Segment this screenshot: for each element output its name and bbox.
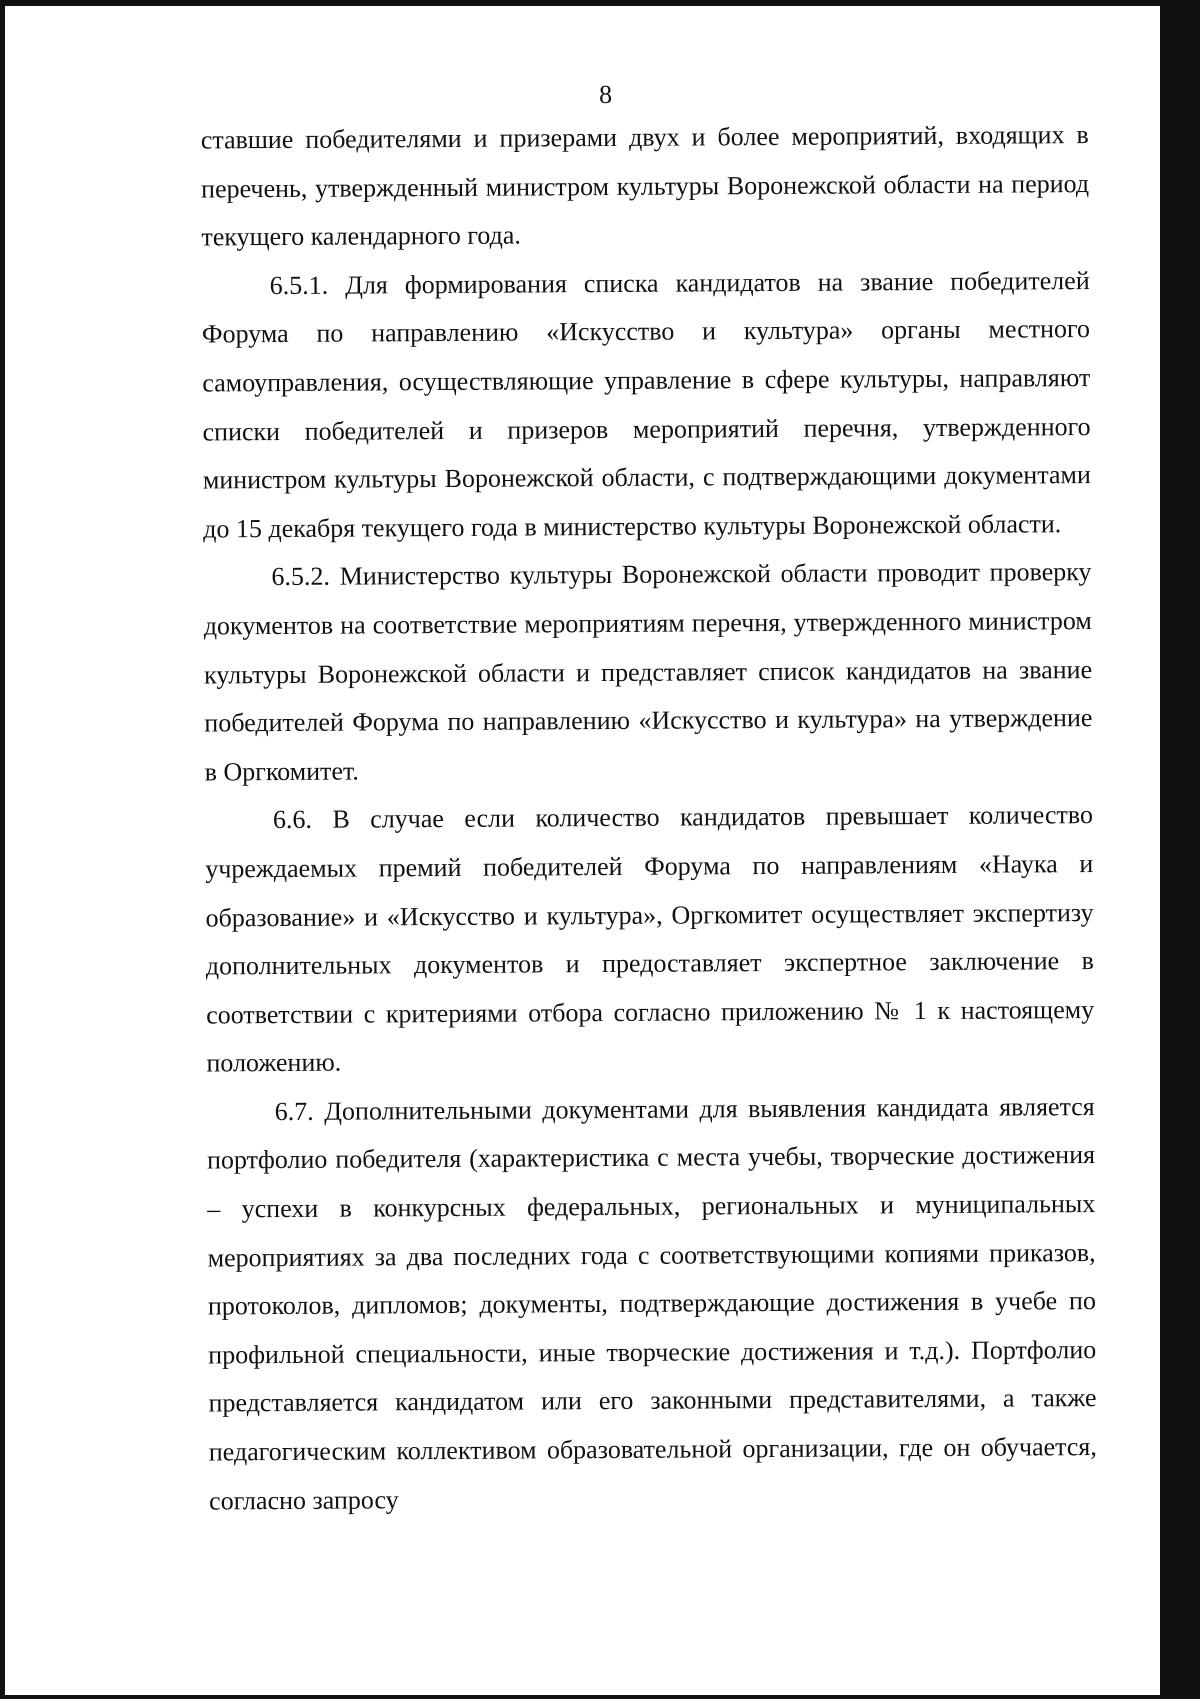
document-body [201, 111, 1098, 1526]
paragraph-continuation: ставшие победителями и призерами двух и более мероприятий, входящих в перечень, утвержденный министром культуры Воронежской области на период текущего календарного года. [200, 120, 1090, 252]
page-number: 8 [598, 79, 613, 110]
paragraph-6-6: 6.6. В случае если количество кандидатов превышает количество учреждаемых премий победителей Форума по направлениям «Наука и образование» и «Искусство и культура», Оргкомитет осуществляет экспертизу дополнительных документов и предоставляет экспертное заключение в соответствии с критериями отбора согласно приложению № 1 к настоящему положению. [205, 800, 1095, 1078]
paragraph-6-7: 6.7. Дополнительными документами для выявления кандидата является портфолио победителя (характеристика с места учебы, творческие достижения – успехи в конкурсных федеральных, региональных и муниципальных мероприятиях за два последних года с соответствующими копиями приказов, протоколов, дипломов; документы, подтверждающие достижения в учебе по профильной специальности, иные творческие достижения и т.д.). Портфолио представляется кандидатом или его законными представителями, а также педагогическим коллективом образовательной организации, где он обучается, согласно запросу [206, 1091, 1097, 1516]
paragraph-6-5-1: 6.5.1. Для формирования списка кандидатов на звание победителей Форума по направлению «Искусство и культура» органы местного самоуправления, осуществляющие управление в сфере культуры, направляют списки победителей и призеров мероприятий перечня, утвержденного министром культуры Воронежской области, с подтверждающими документами до 15 декабря текущего года в министерство культуры Воронежской области. [201, 265, 1091, 544]
document-page [65, 3, 1155, 1708]
paragraph-6-5-2: 6.5.2. Министерство культуры Воронежской области проводит проверку документов на соответствие мероприятиям перечня, утвержденного министром культуры Воронежской области и представляет список кандидатов на звание победителей Форума по направлению «Искусство и культура» на утверждение в Оргкомитет. [203, 557, 1093, 787]
